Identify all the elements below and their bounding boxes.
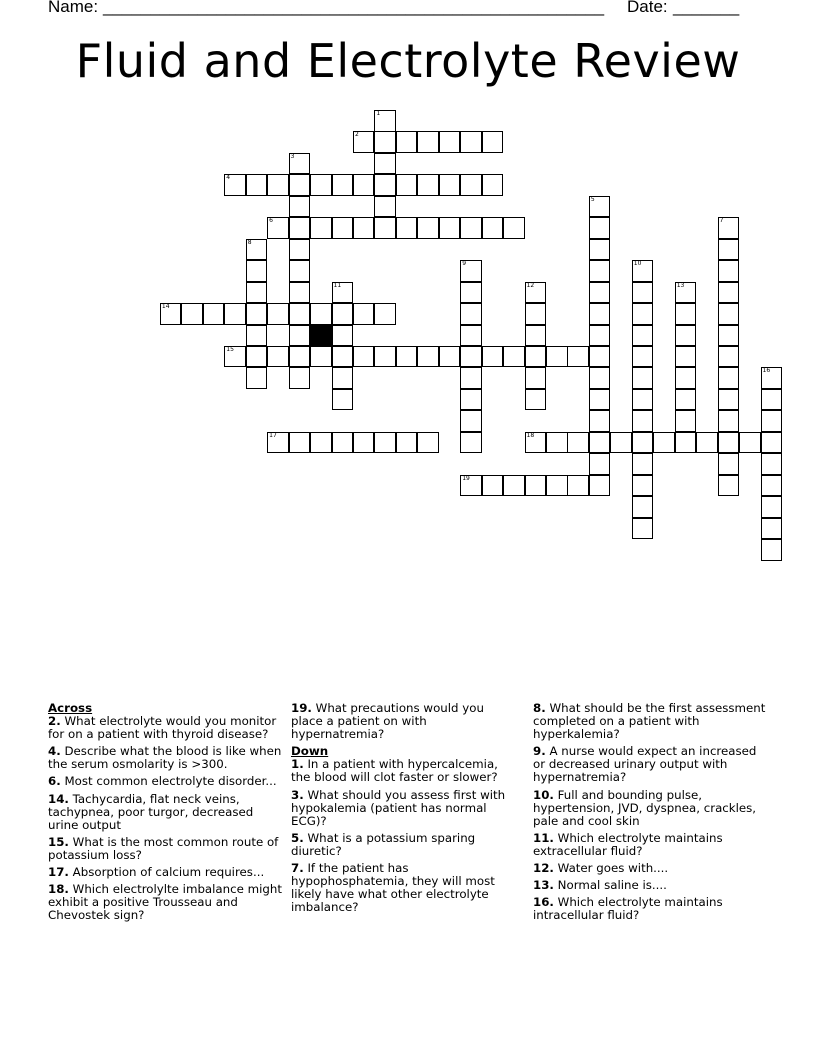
clue-number: 12 bbox=[526, 281, 535, 289]
crossword-cell[interactable] bbox=[246, 239, 268, 261]
crossword-cell[interactable] bbox=[396, 346, 418, 368]
crossword-cell[interactable] bbox=[417, 131, 439, 153]
clue-down-5: 5. What is a potassium sparing diuretic? bbox=[291, 830, 476, 858]
clue-number: 6 bbox=[269, 217, 273, 225]
crossword-cell[interactable] bbox=[546, 432, 568, 454]
crossword-cell[interactable] bbox=[632, 496, 654, 518]
clues-column-2 bbox=[291, 702, 513, 918]
clue-down-12: 12. Water goes with.... bbox=[533, 861, 669, 876]
crossword-cell[interactable] bbox=[460, 131, 482, 153]
crossword-cell[interactable] bbox=[718, 346, 740, 368]
crossword-cell[interactable] bbox=[246, 282, 268, 304]
crossword-cell[interactable] bbox=[503, 475, 525, 497]
crossword-cell[interactable] bbox=[224, 346, 246, 368]
clue-across-4: 4. Describe what the blood is like when the serum osmolarity is >300. bbox=[48, 744, 282, 772]
crossword-cell[interactable] bbox=[332, 432, 354, 454]
crossword-cell[interactable] bbox=[332, 325, 354, 347]
crossword-cell[interactable] bbox=[289, 325, 311, 347]
crossword-cell[interactable] bbox=[417, 217, 439, 239]
crossword-cell[interactable] bbox=[589, 196, 611, 218]
crossword-cell[interactable] bbox=[761, 496, 783, 518]
clue-number: 4 bbox=[226, 174, 231, 182]
crossword-cell[interactable] bbox=[289, 239, 311, 261]
crossword-cell[interactable] bbox=[417, 174, 439, 196]
crossword-cell[interactable] bbox=[353, 217, 375, 239]
crossword-cell[interactable] bbox=[546, 346, 568, 368]
crossword-cell[interactable] bbox=[718, 410, 740, 432]
crossword-cell[interactable] bbox=[310, 432, 332, 454]
crossword-cell[interactable] bbox=[332, 389, 354, 411]
crossword-cell[interactable] bbox=[739, 432, 761, 454]
crossword-cell[interactable] bbox=[503, 217, 525, 239]
crossword-cell[interactable] bbox=[289, 217, 311, 239]
crossword-cell[interactable] bbox=[718, 260, 740, 282]
crossword-cell[interactable] bbox=[632, 367, 654, 389]
crossword-cell[interactable] bbox=[374, 153, 396, 175]
crossword-cell[interactable] bbox=[675, 282, 697, 304]
crossword-cell[interactable] bbox=[761, 432, 783, 454]
crossword-cell[interactable] bbox=[632, 282, 654, 304]
crossword-cell[interactable] bbox=[632, 410, 654, 432]
clue-across-19: 19. What precautions would you place a patient on with hypernatremia? bbox=[291, 701, 484, 742]
crossword-cell[interactable] bbox=[460, 260, 482, 282]
clue-number: 7 bbox=[719, 217, 724, 225]
crossword-cell[interactable] bbox=[589, 367, 611, 389]
crossword-cell[interactable] bbox=[761, 518, 783, 540]
crossword-cell[interactable] bbox=[761, 475, 783, 497]
crossword-cell[interactable] bbox=[460, 282, 482, 304]
crossword-cell[interactable] bbox=[482, 475, 504, 497]
clue-number: 19 bbox=[462, 474, 470, 482]
clue-across-17: 17. Absorption of calcium requires... bbox=[48, 865, 265, 880]
crossword-cell[interactable] bbox=[589, 260, 611, 282]
crossword-cell[interactable] bbox=[525, 432, 547, 454]
date-label: Date: bbox=[627, 0, 668, 16]
crossword-cell[interactable] bbox=[718, 325, 740, 347]
crossword-cell[interactable] bbox=[525, 346, 547, 368]
crossword-cell[interactable] bbox=[332, 174, 354, 196]
clue-number: 9 bbox=[462, 260, 467, 268]
clue-number: 8 bbox=[247, 238, 252, 246]
crossword-cell[interactable] bbox=[374, 303, 396, 325]
crossword-cell[interactable] bbox=[460, 475, 482, 497]
clue-down-16: 16. Which electrolyte maintains intracellular fluid? bbox=[533, 895, 723, 923]
crossword-cell[interactable] bbox=[289, 153, 311, 175]
clue-number: 11 bbox=[333, 281, 342, 289]
crossword-cell[interactable] bbox=[439, 346, 461, 368]
crossword-cell[interactable] bbox=[246, 367, 268, 389]
crossword-cell[interactable] bbox=[525, 303, 547, 325]
crossword-cell[interactable] bbox=[761, 389, 783, 411]
clue-across-6: 6. Most common electrolyte disorder... bbox=[48, 774, 277, 789]
clue-down-9: 9. A nurse would expect an increased or decreased urinary output with hypernatremia? bbox=[533, 744, 757, 785]
crossword-cell[interactable] bbox=[160, 303, 182, 325]
crossword-cell[interactable] bbox=[589, 389, 611, 411]
crossword-cell[interactable] bbox=[246, 174, 268, 196]
crossword-cell[interactable] bbox=[332, 217, 354, 239]
crossword-cell[interactable] bbox=[246, 303, 268, 325]
crossword-cell[interactable] bbox=[310, 346, 332, 368]
clue-number: 16 bbox=[762, 367, 771, 375]
crossword-cell[interactable] bbox=[460, 217, 482, 239]
crossword-cell[interactable] bbox=[289, 346, 311, 368]
crossword-cell[interactable] bbox=[632, 260, 654, 282]
crossword-cell[interactable] bbox=[696, 432, 718, 454]
crossword-cell[interactable] bbox=[718, 282, 740, 304]
crossword-cell[interactable] bbox=[525, 367, 547, 389]
crossword-cell[interactable] bbox=[675, 432, 697, 454]
name-label: Name: bbox=[48, 0, 99, 16]
crossword-cell[interactable] bbox=[632, 518, 654, 540]
clue-across-14: 14. Tachycardia, flat neck veins, tachypnea, poor turgor, decreased urine output bbox=[48, 791, 254, 832]
clues-column-1 bbox=[48, 702, 284, 926]
crossword-cell[interactable] bbox=[503, 346, 525, 368]
crossword-cell[interactable] bbox=[246, 260, 268, 282]
crossword-cell[interactable] bbox=[460, 410, 482, 432]
clue-number: 14 bbox=[161, 303, 170, 311]
crossword-cell[interactable] bbox=[181, 303, 203, 325]
crossword-block bbox=[310, 325, 332, 347]
across-heading: Across bbox=[48, 701, 93, 715]
crossword-cell[interactable] bbox=[374, 110, 396, 132]
crossword-cell[interactable] bbox=[589, 475, 611, 497]
crossword-cell[interactable] bbox=[267, 303, 289, 325]
crossword-cell[interactable] bbox=[761, 539, 783, 561]
crossword-cell[interactable] bbox=[589, 325, 611, 347]
crossword-cell[interactable] bbox=[289, 174, 311, 196]
crossword-cell[interactable] bbox=[675, 389, 697, 411]
crossword-cell[interactable] bbox=[289, 196, 311, 218]
clue-down-1: 1. In a patient with hypercalcemia, the blood will clot faster or slower? bbox=[291, 757, 498, 785]
crossword-cell[interactable] bbox=[374, 346, 396, 368]
crossword-cell[interactable] bbox=[675, 367, 697, 389]
crossword-cell[interactable] bbox=[460, 432, 482, 454]
page-title: Fluid and Electrolyte Review bbox=[75, 34, 741, 88]
clue-number: 1 bbox=[376, 110, 381, 117]
crossword-cell[interactable] bbox=[567, 432, 589, 454]
crossword-cell[interactable] bbox=[267, 432, 289, 454]
crossword-cell[interactable] bbox=[718, 217, 740, 239]
crossword-cell[interactable] bbox=[396, 174, 418, 196]
clue-number: 10 bbox=[633, 260, 642, 268]
crossword-cell[interactable] bbox=[632, 389, 654, 411]
crossword-cell[interactable] bbox=[439, 174, 461, 196]
crossword-cell[interactable] bbox=[246, 346, 268, 368]
crossword-cell[interactable] bbox=[203, 303, 225, 325]
crossword-cell[interactable] bbox=[310, 174, 332, 196]
crossword-cell[interactable] bbox=[289, 432, 311, 454]
date-line[interactable]: _______ bbox=[673, 0, 740, 16]
crossword-cell[interactable] bbox=[332, 303, 354, 325]
crossword-cell[interactable] bbox=[653, 432, 675, 454]
crossword-cell[interactable] bbox=[761, 367, 783, 389]
crossword-cell[interactable] bbox=[761, 410, 783, 432]
crossword-cell[interactable] bbox=[610, 432, 632, 454]
crossword-cell[interactable] bbox=[589, 217, 611, 239]
crossword-cell[interactable] bbox=[224, 303, 246, 325]
crossword-cell[interactable] bbox=[460, 303, 482, 325]
crossword-cell[interactable] bbox=[589, 432, 611, 454]
crossword-cell[interactable] bbox=[718, 432, 740, 454]
crossword-cell[interactable] bbox=[374, 174, 396, 196]
crossword-cell[interactable] bbox=[589, 346, 611, 368]
crossword-cell[interactable] bbox=[460, 389, 482, 411]
crossword-cell[interactable] bbox=[439, 131, 461, 153]
down-heading: Down bbox=[291, 744, 329, 759]
crossword-cell[interactable] bbox=[482, 346, 504, 368]
crossword-cell[interactable] bbox=[546, 475, 568, 497]
crossword-cell[interactable] bbox=[439, 217, 461, 239]
crossword-cell[interactable] bbox=[289, 282, 311, 304]
crossword-cell[interactable] bbox=[632, 432, 654, 454]
crossword-cell[interactable] bbox=[417, 432, 439, 454]
crossword-cell[interactable] bbox=[632, 453, 654, 475]
clue-down-3: 3. What should you assess first with hypokalemia (patient has normal ECG)? bbox=[291, 787, 506, 828]
crossword-cell[interactable] bbox=[718, 453, 740, 475]
crossword-cell[interactable] bbox=[675, 410, 697, 432]
crossword-cell[interactable] bbox=[525, 475, 547, 497]
crossword-cell[interactable] bbox=[353, 131, 375, 153]
clue-number: 15 bbox=[226, 345, 234, 353]
crossword-cell[interactable] bbox=[460, 174, 482, 196]
crossword-cell[interactable] bbox=[675, 303, 697, 325]
crossword-cell[interactable] bbox=[374, 131, 396, 153]
crossword-cell[interactable] bbox=[289, 303, 311, 325]
crossword-cell[interactable] bbox=[332, 282, 354, 304]
crossword-cell[interactable] bbox=[374, 432, 396, 454]
crossword-cell[interactable] bbox=[353, 346, 375, 368]
crossword-cell[interactable] bbox=[310, 217, 332, 239]
crossword-cell[interactable] bbox=[567, 475, 589, 497]
crossword-cell[interactable] bbox=[460, 367, 482, 389]
crossword-cell[interactable] bbox=[632, 325, 654, 347]
clue-number: 17 bbox=[269, 431, 277, 439]
crossword-cell[interactable] bbox=[589, 410, 611, 432]
crossword-cell[interactable] bbox=[267, 217, 289, 239]
crossword-cell[interactable] bbox=[396, 432, 418, 454]
clue-down-10: 10. Full and bounding pulse, hypertension, JVD, dyspnea, crackles, pale and cool skin bbox=[533, 787, 757, 828]
crossword-cell[interactable] bbox=[567, 346, 589, 368]
crossword-cell[interactable] bbox=[718, 303, 740, 325]
crossword-cell[interactable] bbox=[353, 174, 375, 196]
crossword-cell[interactable] bbox=[675, 346, 697, 368]
clue-down-8: 8. What should be the first assessment completed on a patient with hyperkalemia? bbox=[533, 701, 766, 742]
crossword-cell[interactable] bbox=[396, 217, 418, 239]
crossword-cell[interactable] bbox=[632, 475, 654, 497]
crossword-cell[interactable] bbox=[525, 282, 547, 304]
clue-down-13: 13. Normal saline is.... bbox=[533, 878, 667, 893]
clues-column-3 bbox=[533, 702, 769, 926]
crossword-cell[interactable] bbox=[589, 282, 611, 304]
crossword-cell[interactable] bbox=[396, 131, 418, 153]
crossword-cell[interactable] bbox=[310, 303, 332, 325]
crossword-cell[interactable] bbox=[267, 174, 289, 196]
crossword-cell[interactable] bbox=[482, 174, 504, 196]
crossword-cell[interactable] bbox=[482, 217, 504, 239]
crossword-cell[interactable] bbox=[460, 325, 482, 347]
crossword-cell[interactable] bbox=[224, 174, 246, 196]
crossword-cell[interactable] bbox=[289, 367, 311, 389]
crossword-cell[interactable] bbox=[761, 453, 783, 475]
crossword-cell[interactable] bbox=[374, 196, 396, 218]
crossword-cell[interactable] bbox=[332, 367, 354, 389]
clue-number: 13 bbox=[676, 281, 685, 289]
crossword-cell[interactable] bbox=[353, 432, 375, 454]
clue-number: 18 bbox=[526, 431, 535, 439]
crossword-cell[interactable] bbox=[718, 475, 740, 497]
clue-down-11: 11. Which electrolyte maintains extracellular fluid? bbox=[533, 830, 723, 858]
clue-across-2: 2. What electrolyte would you monitor for on a patient with thyroid disease? bbox=[48, 714, 277, 742]
clue-number: 3 bbox=[290, 152, 295, 160]
crossword-cell[interactable] bbox=[589, 453, 611, 475]
crossword-cell[interactable] bbox=[718, 239, 740, 261]
crossword-cell[interactable] bbox=[482, 131, 504, 153]
crossword-cell[interactable] bbox=[332, 346, 354, 368]
crossword-cell[interactable] bbox=[718, 367, 740, 389]
crossword-cell[interactable] bbox=[589, 303, 611, 325]
clue-number: 2 bbox=[354, 131, 359, 139]
crossword-cell[interactable] bbox=[246, 325, 268, 347]
crossword-cell[interactable] bbox=[417, 346, 439, 368]
name-line[interactable]: _____________________________________________________ bbox=[103, 0, 605, 16]
crossword-cell[interactable] bbox=[460, 346, 482, 368]
crossword-cell[interactable] bbox=[374, 217, 396, 239]
crossword-cell[interactable] bbox=[525, 389, 547, 411]
clue-down-7: 7. If the patient has hypophosphatemia, they will most likely have what other electrolyte imbalance? bbox=[291, 861, 495, 915]
crossword-cell[interactable] bbox=[632, 303, 654, 325]
crossword-cell[interactable] bbox=[525, 325, 547, 347]
clue-number: 5 bbox=[590, 195, 595, 203]
crossword-cell[interactable] bbox=[718, 389, 740, 411]
crossword-cell[interactable] bbox=[675, 325, 697, 347]
crossword-cell[interactable] bbox=[267, 346, 289, 368]
clue-across-18: 18. Which electrolylte imbalance might exhibit a positive Trousseau and Chevostek sign? bbox=[48, 882, 282, 923]
crossword-cell[interactable] bbox=[632, 346, 654, 368]
crossword-cell[interactable] bbox=[289, 260, 311, 282]
crossword-cell[interactable] bbox=[589, 239, 611, 261]
clue-across-15: 15. What is the most common route of potassium loss? bbox=[48, 834, 279, 862]
crossword-cell[interactable] bbox=[353, 303, 375, 325]
